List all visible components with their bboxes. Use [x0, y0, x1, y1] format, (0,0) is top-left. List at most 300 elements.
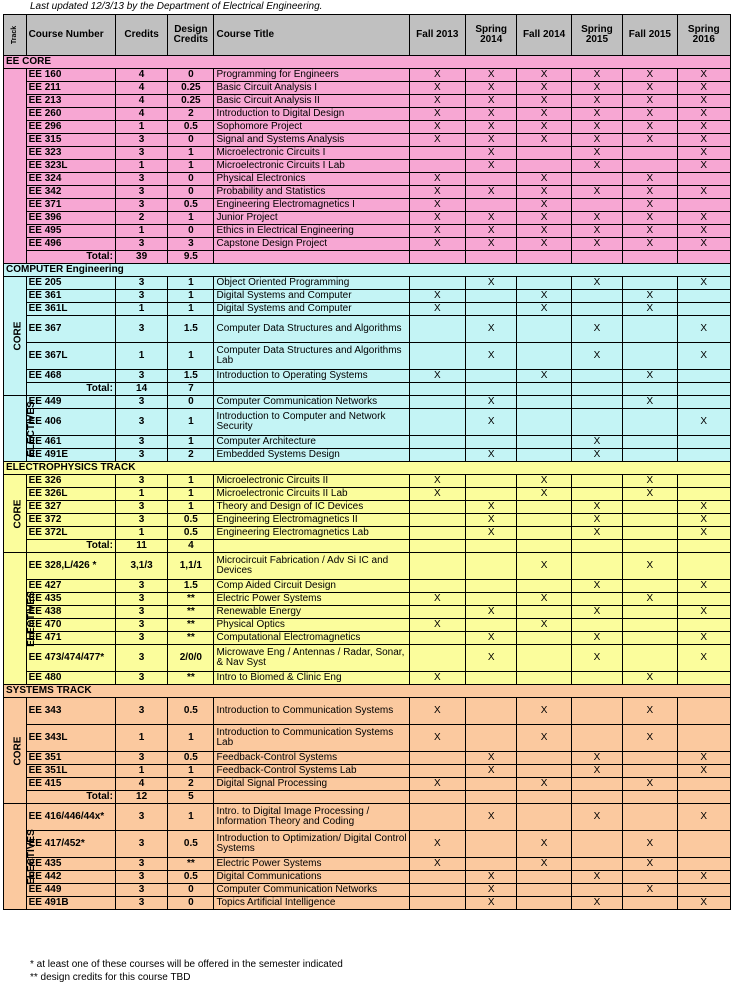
course-credits: 3: [115, 672, 167, 685]
semester-offering-cell: [623, 897, 677, 910]
semester-offering-cell: X: [466, 316, 517, 343]
empty-cell: [677, 791, 730, 804]
semester-offering-cell: [466, 593, 517, 606]
semester-offering-cell: X: [517, 725, 571, 752]
course-credits: 1: [115, 225, 167, 238]
semester-offering-cell: [571, 290, 622, 303]
semester-offering-cell: [571, 619, 622, 632]
course-title: Microelectronic Circuits I: [214, 147, 409, 160]
semester-offering-cell: X: [623, 303, 677, 316]
course-number: EE 438: [26, 606, 115, 619]
course-title: Introduction to Optimization/ Digital Control Systems: [214, 831, 409, 858]
course-title: Digital Systems and Computer: [214, 290, 409, 303]
total-credits: 11: [115, 540, 167, 553]
semester-offering-cell: [623, 645, 677, 672]
semester-offering-cell: X: [409, 370, 465, 383]
semester-offering-cell: X: [409, 173, 465, 186]
semester-offering-cell: [409, 147, 465, 160]
course-number: EE 328,L/426 *: [26, 553, 115, 580]
course-row: [4, 343, 731, 370]
semester-offering-cell: [623, 752, 677, 765]
semester-offering-cell: [409, 409, 465, 436]
course-title: Topics Artificial Intelligence: [214, 897, 409, 910]
semester-offering-cell: [677, 858, 730, 871]
semester-offering-cell: [409, 884, 465, 897]
course-row: [4, 212, 731, 225]
course-credits: 3: [115, 501, 167, 514]
semester-offering-cell: [677, 449, 730, 462]
course-row: [4, 134, 731, 147]
course-number: EE 343: [26, 698, 115, 725]
header-design-credits: Design Credits: [168, 15, 214, 56]
course-credits: 3: [115, 871, 167, 884]
course-design-credits: 1.5: [168, 316, 214, 343]
semester-offering-cell: X: [677, 632, 730, 645]
total-row: [4, 791, 731, 804]
track-group-label-text: CORE: [12, 499, 24, 528]
course-design-credits: 0: [168, 884, 214, 897]
semester-offering-cell: [677, 672, 730, 685]
course-number: EE 342: [26, 186, 115, 199]
course-design-credits: 1: [168, 147, 214, 160]
semester-offering-cell: [409, 606, 465, 619]
course-number: EE 461: [26, 436, 115, 449]
semester-offering-cell: X: [623, 186, 677, 199]
semester-offering-cell: X: [571, 449, 622, 462]
semester-offering-cell: X: [517, 173, 571, 186]
course-number: EE 205: [26, 277, 115, 290]
course-credits: 3: [115, 277, 167, 290]
semester-offering-cell: X: [466, 238, 517, 251]
semester-offering-cell: X: [623, 108, 677, 121]
course-credits: 3: [115, 698, 167, 725]
header-track: Track: [4, 15, 27, 56]
course-design-credits: 2: [168, 108, 214, 121]
semester-offering-cell: X: [409, 134, 465, 147]
course-table-body: [4, 56, 731, 910]
course-schedule-table: [3, 14, 731, 910]
semester-offering-cell: X: [623, 121, 677, 134]
semester-offering-cell: [466, 173, 517, 186]
course-number: EE 343L: [26, 725, 115, 752]
course-number: EE 491E: [26, 449, 115, 462]
semester-offering-cell: X: [517, 95, 571, 108]
semester-offering-cell: [677, 396, 730, 409]
semester-offering-cell: [466, 488, 517, 501]
semester-offering-cell: [623, 619, 677, 632]
semester-offering-cell: [677, 303, 730, 316]
course-credits: 1: [115, 343, 167, 370]
semester-offering-cell: [571, 778, 622, 791]
section-header-row: [4, 462, 731, 475]
semester-offering-cell: [517, 672, 571, 685]
course-design-credits: 1.5: [168, 370, 214, 383]
semester-offering-cell: [571, 831, 622, 858]
semester-offering-cell: X: [571, 804, 622, 831]
semester-offering-cell: [571, 173, 622, 186]
course-title: Engineering Electromagnetics I: [214, 199, 409, 212]
track-group-label-text: CORE: [12, 321, 24, 351]
semester-offering-cell: X: [409, 475, 465, 488]
semester-offering-cell: X: [409, 212, 465, 225]
course-number: EE 323: [26, 147, 115, 160]
semester-offering-cell: X: [517, 858, 571, 871]
semester-offering-cell: X: [623, 725, 677, 752]
course-title: Electric Power Systems: [214, 858, 409, 871]
semester-offering-cell: X: [677, 238, 730, 251]
course-credits: 3: [115, 290, 167, 303]
semester-offering-cell: X: [409, 725, 465, 752]
course-title: Signal and Systems Analysis: [214, 134, 409, 147]
track-group-label: [4, 69, 27, 264]
course-design-credits: 0: [168, 186, 214, 199]
semester-offering-cell: [409, 632, 465, 645]
section-title: ELECTROPHYSICS TRACK: [4, 462, 731, 475]
semester-offering-cell: X: [571, 108, 622, 121]
semester-offering-cell: X: [571, 606, 622, 619]
semester-offering-cell: X: [623, 396, 677, 409]
course-credits: 3,1/3: [115, 553, 167, 580]
semester-offering-cell: X: [571, 752, 622, 765]
semester-offering-cell: X: [571, 580, 622, 593]
semester-offering-cell: X: [571, 527, 622, 540]
semester-offering-cell: X: [677, 316, 730, 343]
semester-offering-cell: X: [466, 225, 517, 238]
course-number: EE 491B: [26, 897, 115, 910]
section-header-row: [4, 264, 731, 277]
semester-offering-cell: X: [517, 475, 571, 488]
footnote: * at least one of these courses will be offered in the semester indicated: [30, 959, 343, 970]
course-title: Introduction to Digital Design: [214, 108, 409, 121]
course-title: Microelectronic Circuits II Lab: [214, 488, 409, 501]
semester-offering-cell: [623, 436, 677, 449]
semester-offering-cell: X: [623, 225, 677, 238]
course-number: EE 495: [26, 225, 115, 238]
course-row: [4, 186, 731, 199]
course-row: [4, 108, 731, 121]
course-title: Theory and Design of IC Devices: [214, 501, 409, 514]
course-row: [4, 82, 731, 95]
semester-offering-cell: X: [623, 212, 677, 225]
semester-offering-cell: [466, 303, 517, 316]
semester-offering-cell: X: [677, 69, 730, 82]
semester-offering-cell: X: [677, 527, 730, 540]
course-number: EE 367: [26, 316, 115, 343]
course-design-credits: 1: [168, 409, 214, 436]
semester-offering-cell: X: [623, 95, 677, 108]
course-design-credits: 1: [168, 290, 214, 303]
semester-offering-cell: X: [623, 475, 677, 488]
semester-offering-cell: [571, 396, 622, 409]
semester-offering-cell: X: [677, 121, 730, 134]
course-credits: 1: [115, 160, 167, 173]
semester-offering-cell: X: [517, 212, 571, 225]
course-number: EE 480: [26, 672, 115, 685]
course-row: [4, 95, 731, 108]
empty-cell: [409, 383, 465, 396]
semester-offering-cell: X: [677, 277, 730, 290]
course-design-credits: 0.5: [168, 514, 214, 527]
total-label: Total:: [26, 540, 115, 553]
course-title: Junior Project: [214, 212, 409, 225]
semester-offering-cell: [466, 370, 517, 383]
semester-offering-cell: X: [466, 449, 517, 462]
course-credits: 3: [115, 752, 167, 765]
semester-offering-cell: [571, 725, 622, 752]
semester-offering-cell: [517, 645, 571, 672]
course-title: Introduction to Communication Systems: [214, 698, 409, 725]
semester-offering-cell: X: [677, 897, 730, 910]
course-credits: 3: [115, 475, 167, 488]
header-semester: Spring 2015: [571, 15, 622, 56]
course-row: [4, 897, 731, 910]
course-title: Capstone Design Project: [214, 238, 409, 251]
semester-offering-cell: X: [517, 134, 571, 147]
semester-offering-cell: [571, 199, 622, 212]
course-credits: 4: [115, 69, 167, 82]
course-row: [4, 672, 731, 685]
semester-offering-cell: [466, 672, 517, 685]
empty-cell: [571, 251, 622, 264]
semester-offering-cell: X: [466, 632, 517, 645]
semester-offering-cell: [517, 436, 571, 449]
empty-cell: [571, 540, 622, 553]
total-label: Total:: [26, 791, 115, 804]
header-course-title: Course Title: [214, 15, 409, 56]
empty-cell: [517, 251, 571, 264]
semester-offering-cell: X: [466, 343, 517, 370]
course-credits: 3: [115, 449, 167, 462]
semester-offering-cell: [466, 553, 517, 580]
semester-offering-cell: [517, 514, 571, 527]
course-number: EE 468: [26, 370, 115, 383]
course-design-credits: **: [168, 606, 214, 619]
course-design-credits: 2/0/0: [168, 645, 214, 672]
semester-offering-cell: [517, 316, 571, 343]
course-number: EE 396: [26, 212, 115, 225]
semester-offering-cell: [517, 871, 571, 884]
semester-offering-cell: X: [571, 343, 622, 370]
semester-offering-cell: X: [571, 436, 622, 449]
semester-offering-cell: [517, 160, 571, 173]
semester-offering-cell: [623, 632, 677, 645]
empty-cell: [214, 540, 409, 553]
semester-offering-cell: X: [409, 108, 465, 121]
course-number: EE 315: [26, 134, 115, 147]
semester-offering-cell: X: [623, 884, 677, 897]
header-credits: Credits: [115, 15, 167, 56]
course-design-credits: **: [168, 858, 214, 871]
course-design-credits: **: [168, 593, 214, 606]
course-credits: 3: [115, 593, 167, 606]
course-credits: 3: [115, 147, 167, 160]
course-design-credits: 2: [168, 449, 214, 462]
semester-offering-cell: [571, 858, 622, 871]
semester-offering-cell: X: [466, 186, 517, 199]
semester-offering-cell: [517, 804, 571, 831]
semester-offering-cell: X: [571, 121, 622, 134]
course-row: [4, 160, 731, 173]
course-title: Embedded Systems Design: [214, 449, 409, 462]
semester-offering-cell: X: [466, 121, 517, 134]
course-number: EE 415: [26, 778, 115, 791]
semester-offering-cell: [677, 698, 730, 725]
semester-offering-cell: X: [623, 858, 677, 871]
semester-offering-cell: X: [517, 82, 571, 95]
semester-offering-cell: X: [466, 804, 517, 831]
course-design-credits: 2: [168, 778, 214, 791]
total-design-credits: 9.5: [168, 251, 214, 264]
semester-offering-cell: [466, 725, 517, 752]
semester-offering-cell: [409, 160, 465, 173]
course-row: [4, 303, 731, 316]
header-semester: Fall 2014: [517, 15, 571, 56]
course-credits: 3: [115, 436, 167, 449]
footnote: ** design credits for this course TBD: [30, 972, 191, 983]
header-row: [4, 15, 731, 56]
semester-offering-cell: X: [409, 488, 465, 501]
semester-offering-cell: X: [571, 765, 622, 778]
course-credits: 3: [115, 619, 167, 632]
semester-offering-cell: [409, 765, 465, 778]
empty-cell: [409, 791, 465, 804]
course-row: [4, 725, 731, 752]
semester-offering-cell: X: [466, 752, 517, 765]
course-credits: 2: [115, 212, 167, 225]
semester-offering-cell: [677, 173, 730, 186]
semester-offering-cell: [517, 277, 571, 290]
course-title: Basic Circuit Analysis I: [214, 82, 409, 95]
semester-offering-cell: X: [466, 147, 517, 160]
semester-offering-cell: [623, 449, 677, 462]
empty-cell: [623, 251, 677, 264]
semester-offering-cell: [409, 277, 465, 290]
course-design-credits: 1: [168, 765, 214, 778]
semester-offering-cell: X: [409, 858, 465, 871]
course-row: [4, 778, 731, 791]
course-title: Computer Data Structures and Algorithms Lab: [214, 343, 409, 370]
total-row: [4, 383, 731, 396]
empty-cell: [517, 540, 571, 553]
course-number: EE 351: [26, 752, 115, 765]
semester-offering-cell: [466, 475, 517, 488]
course-title: Feedback-Control Systems Lab: [214, 765, 409, 778]
semester-offering-cell: X: [677, 580, 730, 593]
course-title: Digital Systems and Computer: [214, 303, 409, 316]
empty-cell: [466, 383, 517, 396]
semester-offering-cell: [466, 290, 517, 303]
semester-offering-cell: X: [466, 606, 517, 619]
semester-offering-cell: [571, 488, 622, 501]
course-number: EE 260: [26, 108, 115, 121]
semester-offering-cell: X: [571, 871, 622, 884]
course-number: EE 473/474/477*: [26, 645, 115, 672]
semester-offering-cell: X: [517, 593, 571, 606]
course-title: Intro to Biomed & Clinic Eng: [214, 672, 409, 685]
last-updated-note: Last updated 12/3/13 by the Department of Electrical Engineering.: [30, 1, 323, 12]
course-credits: 3: [115, 396, 167, 409]
track-group-label-text: ELECTIVES: [25, 590, 37, 647]
semester-offering-cell: X: [409, 698, 465, 725]
course-design-credits: 0.5: [168, 752, 214, 765]
semester-offering-cell: [466, 436, 517, 449]
course-credits: 3: [115, 173, 167, 186]
course-row: [4, 593, 731, 606]
semester-offering-cell: [571, 409, 622, 436]
course-design-credits: 0: [168, 173, 214, 186]
course-number: EE 351L: [26, 765, 115, 778]
course-title: Engineering Electromagnetics II: [214, 514, 409, 527]
course-title: Computer Data Structures and Algorithms: [214, 316, 409, 343]
course-credits: 3: [115, 238, 167, 251]
course-credits: 1: [115, 527, 167, 540]
empty-cell: [677, 251, 730, 264]
semester-offering-cell: X: [409, 619, 465, 632]
semester-offering-cell: [623, 580, 677, 593]
course-number: EE 417/452*: [26, 831, 115, 858]
track-group-label: [4, 698, 27, 804]
total-credits: 39: [115, 251, 167, 264]
semester-offering-cell: [677, 290, 730, 303]
track-group-label-text: ELECTIVES: [25, 828, 37, 885]
semester-offering-cell: [517, 884, 571, 897]
semester-offering-cell: X: [466, 108, 517, 121]
semester-offering-cell: X: [677, 752, 730, 765]
course-number: EE 471: [26, 632, 115, 645]
semester-offering-cell: X: [517, 290, 571, 303]
semester-offering-cell: X: [623, 199, 677, 212]
course-number: EE 326L: [26, 488, 115, 501]
semester-offering-cell: X: [466, 501, 517, 514]
course-row: [4, 514, 731, 527]
semester-offering-cell: X: [571, 134, 622, 147]
course-title: Ethics in Electrical Engineering: [214, 225, 409, 238]
semester-offering-cell: X: [623, 238, 677, 251]
course-design-credits: 0: [168, 69, 214, 82]
semester-offering-cell: X: [409, 186, 465, 199]
header-semester: Spring 2016: [677, 15, 730, 56]
course-credits: 4: [115, 95, 167, 108]
empty-cell: [677, 540, 730, 553]
course-design-credits: 1: [168, 436, 214, 449]
semester-offering-cell: [677, 436, 730, 449]
course-design-credits: 0.25: [168, 95, 214, 108]
semester-offering-cell: [571, 593, 622, 606]
semester-offering-cell: [623, 277, 677, 290]
course-credits: 3: [115, 632, 167, 645]
course-title: Feedback-Control Systems: [214, 752, 409, 765]
semester-offering-cell: [623, 514, 677, 527]
course-row: [4, 475, 731, 488]
semester-offering-cell: [623, 765, 677, 778]
course-title: Computer Communication Networks: [214, 396, 409, 409]
course-credits: 3: [115, 514, 167, 527]
semester-offering-cell: X: [466, 277, 517, 290]
semester-offering-cell: X: [466, 514, 517, 527]
semester-offering-cell: X: [409, 238, 465, 251]
semester-offering-cell: X: [517, 488, 571, 501]
course-title: Digital Communications: [214, 871, 409, 884]
semester-offering-cell: [409, 316, 465, 343]
course-row: [4, 606, 731, 619]
course-row: [4, 238, 731, 251]
total-credits: 12: [115, 791, 167, 804]
course-credits: 1: [115, 725, 167, 752]
semester-offering-cell: X: [571, 225, 622, 238]
course-credits: 1: [115, 488, 167, 501]
course-title: Microcircuit Fabrication / Adv Si IC and Devices: [214, 553, 409, 580]
semester-offering-cell: [466, 619, 517, 632]
